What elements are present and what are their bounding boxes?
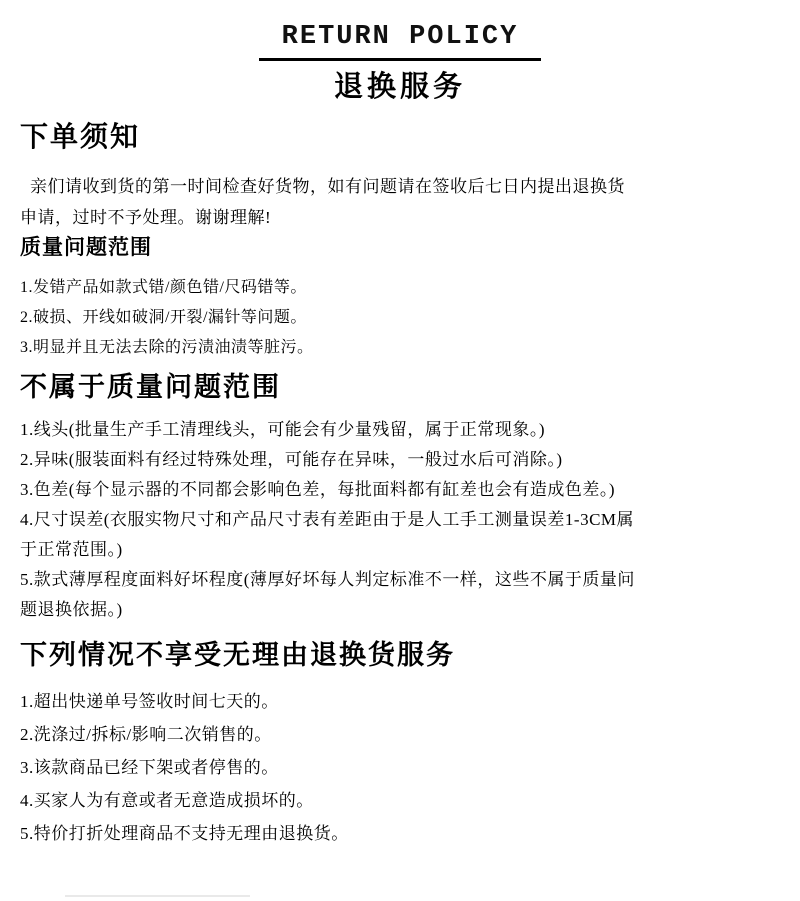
policy-item: 4.尺寸误差(衣服实物尺寸和产品尺寸表有差距由于是人工手工测量误差1-3CM属于正常范围。) — [20, 510, 635, 559]
policy-item: 1.线头(批量生产手工清理线头，可能会有少量残留，属于正常现象。) — [20, 420, 546, 439]
section-quality-scope — [20, 233, 780, 363]
title-chinese: 退换服务 — [333, 71, 466, 103]
section-no-reason-exclusions — [20, 639, 780, 850]
policy-item: 5.特价打折处理商品不支持无理由退换货。 — [20, 824, 349, 843]
not-quality-scope-list — [20, 415, 780, 625]
bottom-hairline — [65, 895, 250, 897]
policy-item: 3.明显并且无法去除的污渍油渍等脏污。 — [20, 339, 314, 356]
no-reason-exclusions-heading: 下列情况不享受无理由退换货服务 — [20, 640, 455, 670]
order-notice-paragraph: 亲们请收到货的第一时间检查好货物，如有问题请在签收后七日内提出退换货申请，过时不予处理。谢谢理解! — [20, 177, 625, 227]
section-not-quality-scope — [20, 371, 780, 625]
quality-scope-list — [20, 273, 780, 363]
policy-item: 4.买家人为有意或者无意造成损坏的。 — [20, 791, 314, 810]
title-underline — [259, 58, 541, 61]
policy-item: 2.异味(服装面料有经过特殊处理，可能存在异味，一般过水后可消除。) — [20, 450, 563, 469]
not-quality-scope-heading: 不属于质量问题范围 — [20, 372, 281, 402]
no-reason-exclusions-list — [20, 685, 780, 850]
policy-item: 3.该款商品已经下架或者停售的。 — [20, 758, 279, 777]
policy-item: 3.色差(每个显示器的不同都会影响色差，每批面料都有缸差也会有造成色差。) — [20, 480, 616, 499]
order-notice-heading: 下单须知 — [20, 122, 141, 153]
policy-item: 1.发错产品如款式错/颜色错/尺码错等。 — [20, 279, 307, 296]
policy-item: 5.款式薄厚程度面料好坏程度(薄厚好坏每人判定标准不一样，这些不属于质量问题退换依据。) — [20, 570, 635, 619]
policy-item: 2.洗涤过/拆标/影响二次销售的。 — [20, 725, 272, 744]
title-english: RETURN POLICY — [281, 22, 519, 52]
document-header — [20, 20, 780, 105]
policy-item: 1.超出快递单号签收时间七天的。 — [20, 692, 279, 711]
policy-item: 2.破损、开线如破洞/开裂/漏针等问题。 — [20, 309, 307, 326]
quality-scope-heading: 质量问题范围 — [20, 235, 152, 259]
section-order-notice — [20, 119, 780, 233]
